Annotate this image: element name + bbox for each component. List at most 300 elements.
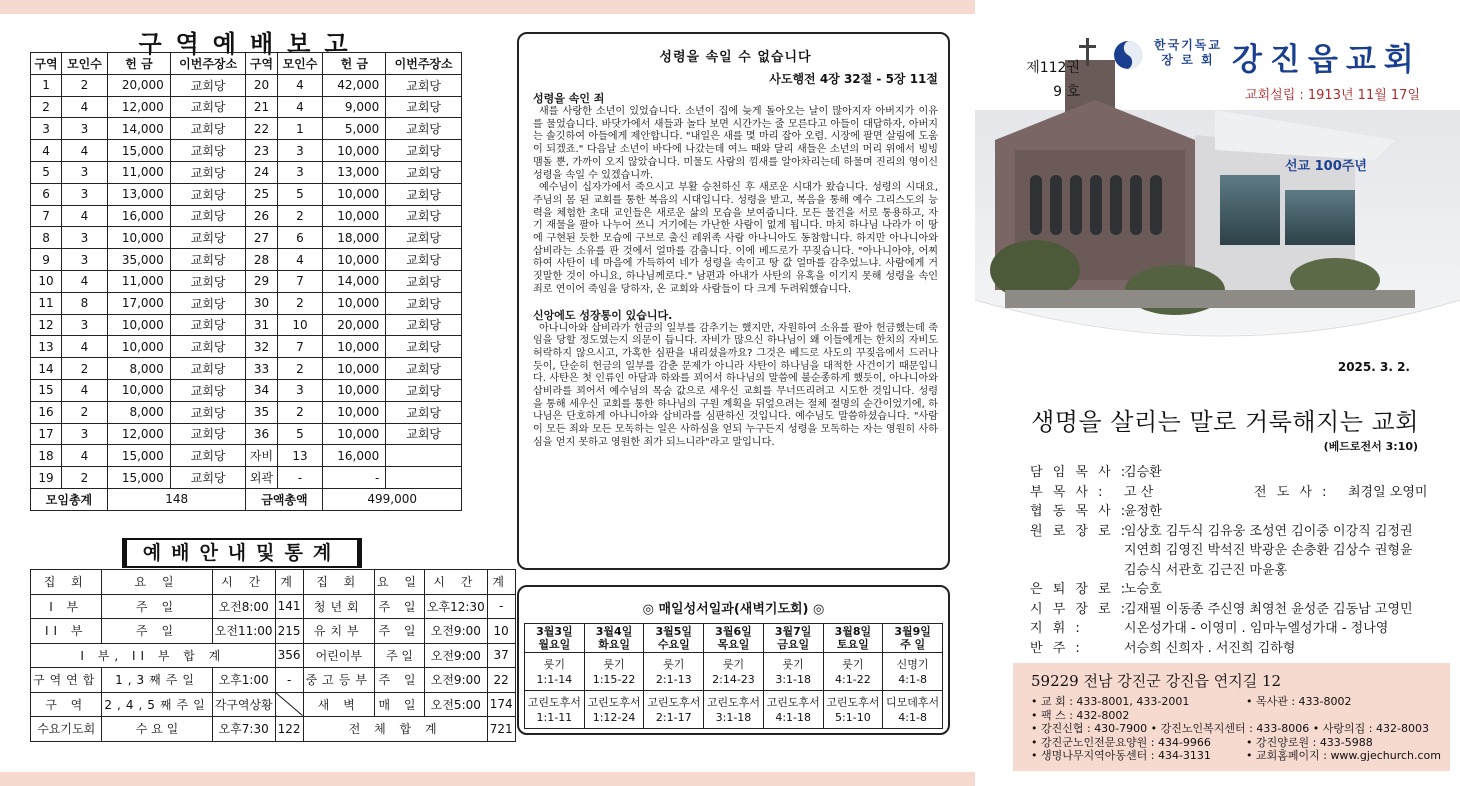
report-header-cell: 구역 [31, 53, 62, 75]
report-row [31, 336, 462, 358]
guide-cell: 174 [487, 692, 515, 717]
report-cell: 교회당 [170, 445, 246, 467]
report-cell: 4 [62, 96, 108, 118]
guide-cell: 오전5:00 [424, 692, 487, 717]
report-cell: 30 [246, 292, 277, 314]
report-cell: 2 [62, 74, 108, 96]
report-cell: 4 [62, 140, 108, 162]
report-cell: 3 [62, 227, 108, 249]
bible-book: 고린도후서 [647, 695, 701, 709]
guide-cell: 구 역 [31, 692, 102, 717]
staff-value: 임상호 김두식 김유웅 조성연 김이중 이강직 김정권 [1124, 523, 1413, 539]
volume-number [1020, 56, 1080, 104]
bible-weekday: 수요일 [657, 638, 690, 651]
guide-cell: 구역연합 [31, 668, 102, 693]
staff-row [1030, 598, 1450, 618]
report-cell: 23 [246, 140, 277, 162]
report-cell: 4 [62, 336, 108, 358]
report-cell: 10,000 [323, 140, 386, 162]
bible-reading-box [517, 585, 950, 735]
guide-cell: - [275, 668, 303, 693]
report-cell: 15 [31, 379, 62, 401]
guide-cell: 주 일 [374, 668, 424, 693]
staff-value: 김승환 [1124, 465, 1162, 481]
bible-book: 룻기 [842, 657, 864, 671]
report-cell: 10,000 [107, 336, 170, 358]
report-cell: 11,000 [107, 270, 170, 292]
report-row [31, 270, 462, 292]
report-cell: 10,000 [323, 183, 386, 205]
report-header-cell: 모인수 [277, 53, 323, 75]
staff-label: 은 퇴 장 로 : [1030, 582, 1129, 598]
report-cell: 20 [246, 74, 277, 96]
guide-cell: 오후12:30 [424, 594, 487, 619]
report-cell: 17,000 [107, 292, 170, 314]
report-cell: 9 [31, 249, 62, 271]
bible-reading-cell [823, 653, 883, 691]
report-header-cell: 구역 [246, 53, 277, 75]
report-cell: 2 [62, 358, 108, 380]
report-cell: 3 [62, 249, 108, 271]
bible-day-header [584, 624, 644, 653]
motto-reference: (베드로전서 3:10) [1323, 440, 1418, 453]
contact-line [1031, 709, 1442, 723]
report-header-cell: 모인수 [62, 53, 108, 75]
report-cell: 8,000 [107, 401, 170, 423]
bible-reading-cell [763, 691, 823, 729]
sermon-paragraph: 아나니아와 삽비라가 헌금의 일부를 감추기는 했지만, 자원하여 소유를 팔아 헌금했는데 죽임을 당할 정도였는지 의문이 듭니다. 자비가 많으신 하나님이 왜 이들에게는 한치의 자비도 허락하지 않으시고, 가혹한 심판을 내리셨을까요? 그것은 베드로 사도의 꾸짖음에서 드러나듯이, 단순히 헌금의 일부를 감춘 문제가 아니라 사탄이 하나님을 대적한 사건이기 때문입니다. 사탄은 첫 인류인 아담과 하와를 꾀어서 하나님의 말씀에 불순종하게 했듯이, 아나니아와 삽비라를 꾀어서 예수님의 목숨 값으로 세우신 교회를 무너뜨리려고 시도한 것입니다. 성령을 통해 세우신 교회를 통한 하나님의 구원 계획을 뒤엎으려는 절체 절명의 순간이었기에, 하나님은 단호하게 아나니아와 삽비라를 심판하신 것입니다. 예수님도 말씀하셨습니다. "사람이 모든 죄와 모든 모독하는 일은 사하심을 얻되 누구든지 성령을 모독하는 자는 영원히 사하심을 얻지 못하고 영원한 죄가 되느니라"라고 말입니다. [533, 322, 938, 448]
contact-line [1031, 749, 1442, 763]
bible-date: 3월8일 [834, 625, 872, 638]
report-cell: 교회당 [170, 292, 246, 314]
report-cell: 10,000 [323, 249, 386, 271]
report-cell: 10,000 [107, 379, 170, 401]
guide-cell: 오전9:00 [424, 668, 487, 693]
staff-value-2: 최경일 오영미 [1348, 484, 1428, 500]
report-cell: 15,000 [107, 467, 170, 489]
report-cell: 10 [277, 314, 323, 336]
bible-reading-cell [525, 691, 585, 729]
bible-book: 고린도후서 [826, 695, 880, 709]
sermon-box [517, 32, 950, 570]
guide-cell: 새 벽 [303, 692, 374, 717]
bible-book: 신명기 [896, 657, 929, 671]
staff-label: 시 무 장 로 : [1030, 601, 1129, 617]
report-cell: 12 [31, 314, 62, 336]
report-cell: 25 [246, 183, 277, 205]
staff-row [1030, 481, 1450, 501]
bible-weekday: 화요일 [598, 638, 630, 651]
total-attend-value: 148 [107, 488, 246, 510]
bible-chapter: 1:12-24 [592, 710, 636, 724]
guide-cell: 오후7:30 [212, 717, 275, 742]
report-cell: 33 [246, 358, 277, 380]
guide-cell: 주 일 [102, 619, 212, 644]
bible-weekday: 토요일 [836, 638, 869, 651]
report-cell: 교회당 [386, 118, 462, 140]
guide-cell: 오전9:00 [424, 619, 487, 644]
report-cell: 5 [31, 161, 62, 183]
sermon-content [533, 90, 938, 450]
report-cell: 3 [62, 183, 108, 205]
staff-value: 김재필 이동종 주신영 최영천 윤성준 김동남 고영민 [1124, 601, 1413, 617]
report-cell: 8 [62, 292, 108, 314]
bible-day-header [644, 624, 704, 653]
guide-cell: 오후1:00 [212, 668, 275, 693]
bible-reading-cell [704, 653, 764, 691]
report-cell [386, 445, 462, 467]
report-row [31, 96, 462, 118]
volume: 제112권 [1026, 60, 1080, 76]
report-header-cell: 이번주장소 [386, 53, 462, 75]
bible-reading-cell [525, 653, 585, 691]
guide-row [31, 643, 516, 668]
bible-date: 3월9일 [894, 625, 931, 638]
bible-book: 룻기 [543, 657, 565, 671]
report-cell: 17 [31, 423, 62, 445]
report-row [31, 423, 462, 445]
denomination: 한국기독교 장 로 회 [1154, 38, 1222, 67]
report-cell: 교회당 [170, 379, 246, 401]
staff-row [1030, 520, 1450, 540]
staff-value: 서승희 신희자 . 서진희 김하형 [1124, 640, 1296, 656]
report-cell: 교회당 [170, 96, 246, 118]
report-cell: 3 [277, 161, 323, 183]
report-row [31, 118, 462, 140]
report-cell: 교회당 [170, 227, 246, 249]
staff-label: 원 로 장 로 : [1030, 523, 1129, 539]
guide-cell: 22 [487, 668, 515, 693]
guide-cell: 1,3째주일 [102, 668, 212, 693]
contact-item: • 생명나무지역아동센터 : 434-3131 [1031, 749, 1211, 763]
report-cell: 교회당 [386, 161, 462, 183]
report-cell: 4 [62, 205, 108, 227]
staff-value-continued: 김승식 서관호 김근진 마윤홍 [1124, 562, 1288, 578]
report-cell: 2 [31, 96, 62, 118]
report-row [31, 467, 462, 489]
guide-cell: 중고등부 [303, 668, 374, 693]
report-cell: 24 [246, 161, 277, 183]
report-cell: 13 [277, 445, 323, 467]
bible-chapter: 3:1-18 [715, 710, 752, 724]
report-cell: 3 [62, 423, 108, 445]
report-cell: 34 [246, 379, 277, 401]
report-cell: 8 [31, 227, 62, 249]
report-cell: 16,000 [107, 205, 170, 227]
report-cell: 교회당 [386, 227, 462, 249]
sermon-subheading: 성령을 속인 죄 [533, 92, 605, 105]
report-total-row [31, 488, 462, 510]
report-title: 구역예배보고 [138, 29, 362, 58]
report-cell: 4 [277, 249, 323, 271]
report-cell: 교회당 [386, 379, 462, 401]
guide-cell: 주 일 [374, 619, 424, 644]
report-cell: 2 [277, 292, 323, 314]
bible-reading-cell [704, 691, 764, 729]
bible-chapter: 4:1-8 [898, 672, 927, 686]
report-cell: 교회당 [170, 401, 246, 423]
contact-line [1031, 695, 1442, 709]
report-cell: 교회당 [170, 118, 246, 140]
bible-reading-row [525, 691, 943, 729]
report-cell: 교회당 [386, 96, 462, 118]
guide-cell: 각구역상황 [212, 692, 275, 717]
report-cell: 4 [277, 74, 323, 96]
report-row [31, 227, 462, 249]
report-cell: 10,000 [323, 292, 386, 314]
report-cell: 교회당 [170, 358, 246, 380]
report-cell: 10,000 [323, 336, 386, 358]
guide-row [31, 692, 516, 717]
guide-cell: 오전11:00 [212, 619, 275, 644]
contact-item: • 강진신협 : 430-7900 • 강진노인복지센터 : 433-8006 • 사랑의집 : 432-8003 [1031, 722, 1429, 736]
guide-cell: I 부, II 부 합 계 [31, 643, 276, 668]
report-cell: 10 [31, 270, 62, 292]
bible-date: 3월7일 [774, 625, 812, 638]
bible-reading-title: ◎ 매일성서일과(새벽기도회) ◎ [642, 602, 825, 617]
report-cell: 교회당 [170, 314, 246, 336]
bible-weekday: 주 일 [900, 638, 926, 651]
guide-header-row [31, 570, 516, 595]
report-cell: 1 [31, 74, 62, 96]
report-cell: 13,000 [323, 161, 386, 183]
bible-chapter: 2:14-23 [712, 672, 755, 686]
report-cell: 6 [277, 227, 323, 249]
bible-book: 고린도후서 [527, 695, 581, 709]
report-cell: 10,000 [323, 379, 386, 401]
report-cell: 16 [31, 401, 62, 423]
sermon-reference: 사도행전 4장 32절 - 5장 11절 [769, 72, 938, 86]
total-attend-label: 모임총계 [31, 488, 108, 510]
bible-reading-row [525, 653, 943, 691]
report-cell: 7 [31, 205, 62, 227]
report-cell: 교회당 [386, 336, 462, 358]
bible-reading-table [524, 623, 943, 729]
staff-list [1030, 461, 1450, 656]
guide-cell [275, 692, 303, 717]
guide-header-cell: 시 간 [212, 570, 275, 595]
bible-book: 룻기 [782, 657, 804, 671]
guide-cell: 주 일 [102, 594, 212, 619]
report-cell: 교회당 [386, 423, 462, 445]
guide-header-cell: 계 [275, 570, 303, 595]
guide-cell: 수 요 일 [102, 717, 212, 742]
contact-info [1013, 663, 1450, 771]
report-cell: 3 [62, 118, 108, 140]
report-cell: 14 [31, 358, 62, 380]
guide-header-cell: 계 [487, 570, 515, 595]
report-cell: 2 [62, 467, 108, 489]
report-cell: 32 [246, 336, 277, 358]
report-cell: 9,000 [323, 96, 386, 118]
guide-header-cell: 요 일 [374, 570, 424, 595]
report-cell: 10,000 [323, 401, 386, 423]
report-cell: 자비 [246, 445, 277, 467]
staff-label: 담 임 목 사 : [1030, 465, 1129, 481]
staff-label: 지 휘 : [1030, 621, 1083, 637]
report-cell: 8,000 [107, 358, 170, 380]
bible-day-header [525, 624, 585, 653]
report-cell: - [277, 467, 323, 489]
guide-row [31, 594, 516, 619]
bible-reading-cell [883, 691, 943, 729]
report-cell: 교회당 [170, 161, 246, 183]
report-cell: 3 [277, 140, 323, 162]
report-header-cell: 헌 금 [323, 53, 386, 75]
bible-chapter: 2:1-13 [655, 672, 692, 686]
report-cell: 교회당 [170, 140, 246, 162]
guide-cell: 10 [487, 619, 515, 644]
report-cell: 3 [62, 314, 108, 336]
guide-cell: 주 일 [374, 643, 424, 668]
staff-row [1030, 461, 1450, 481]
report-cell: 19 [31, 467, 62, 489]
report-cell: 5 [277, 183, 323, 205]
bible-chapter: 4:1-22 [835, 672, 871, 686]
guide-cell: 141 [275, 594, 303, 619]
report-row [31, 358, 462, 380]
bible-reading-cell [584, 691, 644, 729]
report-cell: 2 [277, 205, 323, 227]
bible-day-header [823, 624, 883, 653]
guide-cell: 전 체 합 계 [303, 717, 487, 742]
bible-reading-cell [763, 653, 823, 691]
report-row [31, 74, 462, 96]
report-cell: 4 [277, 96, 323, 118]
bible-book: 룻기 [663, 657, 685, 671]
report-cell: 6 [31, 183, 62, 205]
bible-reading-cell [823, 691, 883, 729]
staff-value: 노승호 [1124, 582, 1162, 598]
guide-row [31, 717, 516, 742]
bible-reading-cell [644, 653, 704, 691]
contact-item: • 강진군노인전문요양원 : 434-9966 [1031, 735, 1211, 749]
staff-label: 협 동 목 사 : [1030, 504, 1129, 520]
report-cell: 14,000 [107, 118, 170, 140]
report-cell: 22 [246, 118, 277, 140]
bible-date: 3월6일 [715, 625, 752, 638]
report-cell: 18 [31, 445, 62, 467]
report-cell: 36 [246, 423, 277, 445]
report-cell: 2 [277, 358, 323, 380]
report-cell: 3 [31, 118, 62, 140]
bible-chapter: 5:1-10 [835, 710, 871, 724]
report-row [31, 140, 462, 162]
banner-text: 선교 100주년 [1285, 159, 1367, 174]
report-cell: 7 [277, 336, 323, 358]
bible-date: 3월3일 [536, 625, 573, 638]
guide-cell: 청년회 [303, 594, 374, 619]
guide-cell: 유치부 [303, 619, 374, 644]
bible-weekday: 금요일 [777, 638, 810, 651]
guide-header-cell: 집 회 [303, 570, 374, 595]
guide-cell: 37 [487, 643, 515, 668]
report-cell: 1 [277, 118, 323, 140]
contact-item: • 목사관 : 433-8002 [1246, 695, 1352, 708]
worship-guide-table [30, 569, 516, 742]
report-cell: 31 [246, 314, 277, 336]
staff-row [1030, 500, 1450, 520]
staff-row [1030, 637, 1450, 657]
report-cell [386, 467, 462, 489]
report-cell: 교회당 [386, 401, 462, 423]
guide-cell: 매 일 [374, 692, 424, 717]
total-amount-label: 금액총액 [246, 488, 323, 510]
address: 59229 전남 강진군 강진읍 연지길 12 [1031, 672, 1282, 690]
report-cell: 교회당 [386, 270, 462, 292]
bible-chapter: 4:1-18 [775, 710, 811, 724]
bible-chapter: 2:1-17 [655, 710, 692, 724]
bible-date: 3월4일 [595, 625, 633, 638]
sermon-title: 성령을 속일 수 없습니다 [659, 50, 812, 65]
report-cell: 3 [277, 379, 323, 401]
guide-title: 예배안내및통계 [122, 538, 362, 568]
report-cell: 15,000 [107, 140, 170, 162]
report-cell: 21 [246, 96, 277, 118]
report-cell: 교회당 [170, 74, 246, 96]
report-cell: 교회당 [386, 140, 462, 162]
bible-reading-cell [584, 653, 644, 691]
report-cell: 3 [62, 161, 108, 183]
report-cell: 13 [31, 336, 62, 358]
report-cell: 14,000 [323, 270, 386, 292]
report-cell: 교회당 [170, 205, 246, 227]
report-cell: 5,000 [323, 118, 386, 140]
report-cell: 18,000 [323, 227, 386, 249]
report-header-row [31, 53, 462, 75]
report-cell: 35,000 [107, 249, 170, 271]
guide-header-cell: 시 간 [424, 570, 487, 595]
bible-reading-cell [883, 653, 943, 691]
bible-weekday: 월요일 [538, 638, 571, 651]
bible-book: 고린도후서 [766, 695, 820, 709]
report-cell: 교회당 [170, 270, 246, 292]
bible-chapter: 4:1-8 [898, 710, 927, 724]
district-report-table [30, 52, 462, 511]
report-row [31, 401, 462, 423]
contact-item: • 팩 스 : 432-8002 [1031, 708, 1130, 722]
report-cell: 2 [277, 401, 323, 423]
contact-line [1031, 736, 1442, 750]
bible-chapter: 3:1-18 [775, 672, 811, 686]
sermon-paragraph: 새를 사랑한 소년이 있었습니다. 소년이 집에 늦게 돌아오는 날이 많아지자 아버지가 이유를 물었습니다. 바닷가에서 새들과 놀다 보면 시간가는 줄 모른다고 아들이 대답하자, 아버지는 솔깃하여 아들에게 제안합니다. "내일은 새를 몇 마리 잡아 오렴. 시장에 팔면 살림에 도움이 되겠죠." 다음날 소년이 바다에 나갔는데 여느 때와 달리 새들은 소년의 머리 위에서 빙빙 맴돌 뿐, 가까이 오지 않았습니다. 미물도 사람의 낌새를 알아차리는데 하물며 진리의 영이신 성령을 속일 수 있겠습니까. [533, 106, 938, 181]
bible-book: 고린도후서 [587, 695, 641, 709]
report-cell: 교회당 [386, 249, 462, 271]
church-motto: 생명을 살리는 말로 거룩해지는 교회 [1031, 408, 1419, 436]
staff-label-2: 전 도 사 : [1254, 484, 1330, 500]
guide-cell: 수요기도회 [31, 717, 102, 742]
report-cell: 10,000 [107, 314, 170, 336]
issue-date: 2025. 3. 2. [1337, 360, 1410, 374]
bible-day-header [763, 624, 823, 653]
church-name: 강진읍교회 [1232, 42, 1422, 78]
report-cell: 35 [246, 401, 277, 423]
staff-value: 고 산 [1124, 484, 1154, 500]
staff-label: 반 주 : [1030, 640, 1083, 656]
staff-row [1030, 578, 1450, 598]
report-cell: 26 [246, 205, 277, 227]
guide-header-cell: 집 회 [31, 570, 102, 595]
report-cell: 교회당 [170, 183, 246, 205]
report-cell: 12,000 [107, 423, 170, 445]
guide-row [31, 668, 516, 693]
contact-item: • 강진양로원 : 433-5988 [1246, 735, 1373, 749]
report-cell: 12,000 [107, 96, 170, 118]
report-cell: 11 [31, 292, 62, 314]
bible-day-header [704, 624, 764, 653]
report-cell: 2 [62, 401, 108, 423]
report-cell: 7 [277, 270, 323, 292]
